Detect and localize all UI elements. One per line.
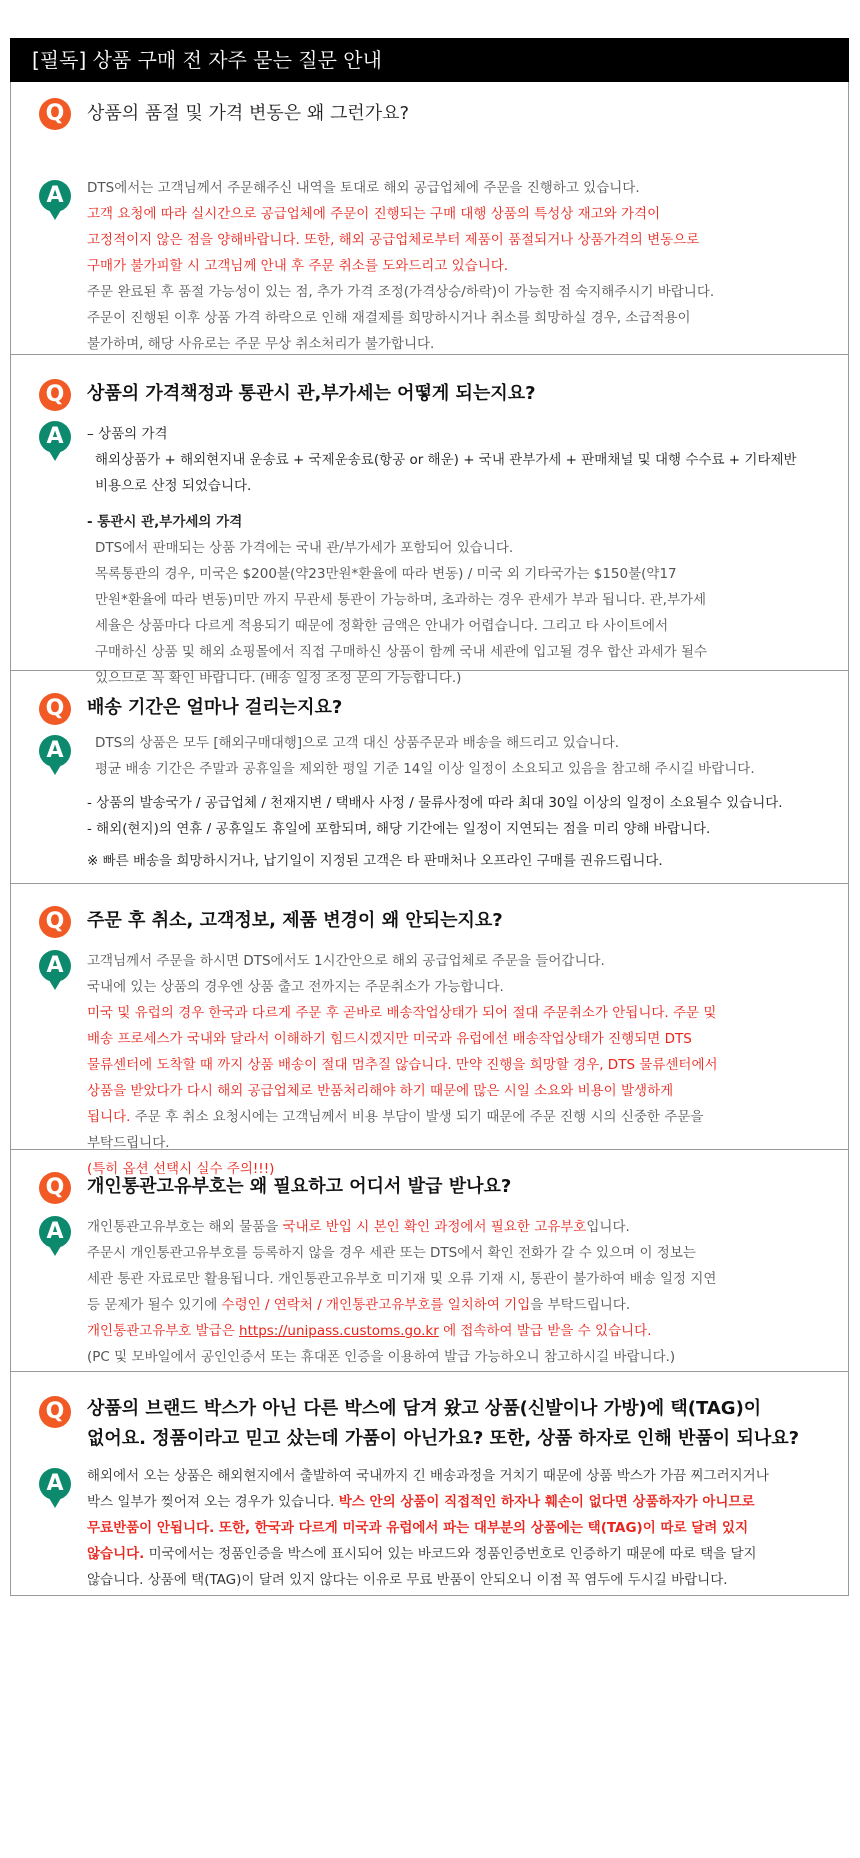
faq-item-cancel — [10, 884, 849, 1177]
answer-line: 주문 완료된 후 품절 가능성이 있는 점, 추가 가격 조정(가격상승/하락)이 가능한 점 숙지해주시기 바랍니다. — [87, 284, 715, 300]
answer-span: 개인통관고유부호는 해외 물품을 — [87, 1219, 283, 1235]
answer-line — [87, 1541, 826, 1567]
faq-page — [10, 38, 849, 1596]
question-icon: Q — [39, 693, 71, 725]
answer-line: 세율은 상품마다 다르게 적용되기 때문에 정확한 금액은 안내가 어렵습니다. 그리고 타 사이트에서 — [95, 618, 669, 634]
answer-line: 주문시 개인통관고유부호를 등록하지 않을 경우 세관 또는 DTS에서 확인 전화가 갈 수 있으며 이 정보는 — [87, 1245, 696, 1261]
answer-line: 평균 배송 기간은 주말과 공휴일을 제외한 평일 기준 14일 이상 일정이 소요되고 있음을 참고해 주시길 바랍니다. — [95, 761, 755, 777]
faq-item-price-tax — [10, 355, 849, 686]
answer-span: 미국에서는 정품인증을 박스에 표시되어 있는 바코드와 정품인증번호로 인증하기 때문에 따로 택을 달지 — [144, 1546, 757, 1562]
answer-span: 등 문제가 될수 있기에 — [87, 1297, 222, 1313]
question-text: 주문 후 취소, 고객정보, 제품 변경이 왜 안되는지요? — [87, 910, 503, 931]
question-text: 개인통관고유부호는 왜 필요하고 어디서 발급 받나요? — [87, 1176, 512, 1197]
question-icon: Q — [39, 98, 71, 130]
answer-line: 해외상품가 + 해외현지내 운송료 + 국제운송료(항공 or 해운) + 국내 관부가세 + 판매채널 및 대행 수수료 + 기타제반 — [95, 452, 797, 468]
faq-item-customs-code — [10, 1150, 849, 1372]
answer-line: DTS에서는 고객님께서 주문해주신 내역을 토대로 해외 공급업체에 주문을 진행하고 있습니다. — [87, 180, 640, 196]
faq-item-box-tag — [10, 1372, 849, 1596]
answer-highlight: 않습니다. — [87, 1546, 145, 1562]
answer-line — [87, 1489, 826, 1515]
question-text — [87, 1394, 826, 1454]
answer-span: 개인통관고유부호 발급은 — [87, 1323, 240, 1339]
question-text: 배송 기간은 얼마나 걸리는지요? — [87, 697, 343, 718]
answer-span: 에 접속하여 발급 받을 수 있습니다. — [438, 1323, 652, 1339]
answer-highlight: 수령인 / 연락처 / 개인통관고유부호를 일치하여 기입 — [221, 1297, 531, 1313]
answer-line: 만원*환율에 따라 변동)미만 까지 무관세 통관이 가능하며, 초과하는 경우 관세가 부과 됩니다. 관,부가세 — [95, 592, 707, 608]
answer-line — [87, 1292, 826, 1318]
tax-subtitle: - 통관시 관,부가세의 가격 — [87, 514, 243, 530]
answer-line: 세관 통관 자료로만 활용됩니다. 개인통관고유부호 미기재 및 오류 기재 시, 통관이 불가하여 배송 일정 지연 — [87, 1271, 717, 1287]
answer-bullet: - 상품의 발송국가 / 공급업체 / 천재지변 / 택배사 사정 / 물류사정에 따라 최대 30일 이상의 일정이 소요될수 있습니다. — [87, 795, 783, 811]
answer-line: 주문이 진행된 이후 상품 가격 하락으로 인해 재결제를 희망하시거나 취소를 희망하실 경우, 소급적용이 — [87, 310, 691, 326]
question-icon: Q — [39, 1172, 71, 1204]
answer-line: 구매하신 상품 및 해외 쇼핑몰에서 직접 구매하신 상품이 함께 국내 세관에 입고될 경우 합산 과세가 될수 — [95, 644, 708, 660]
answer-note: ※ 빠른 배송을 희망하시거나, 납기일이 지정된 고객은 타 판매처나 오프라인 구매를 권유드립니다. — [87, 853, 663, 869]
answer-line-highlight: 상품을 받았다가 다시 해외 공급업체로 반품처리해야 하기 때문에 많은 시일 소요와 비용이 발생하게 — [87, 1083, 674, 1099]
answer-line-highlight: 구매가 불가피할 시 고객님께 안내 후 주문 취소를 도와드리고 있습니다. — [87, 258, 509, 274]
faq-item-delivery — [10, 671, 849, 884]
answer-icon: A — [39, 950, 71, 982]
answer-bullet: - 해외(현지)의 연휴 / 공휴일도 휴일에 포함되며, 해당 기간에는 일정이 지연되는 점을 미리 양해 바랍니다. — [87, 821, 711, 837]
answer-icon: A — [39, 1216, 71, 1248]
answer-text — [87, 948, 826, 1182]
answer-line: 불가하며, 해당 사유로는 주문 무상 취소처리가 불가합니다. — [87, 336, 435, 352]
faq-item-stock-price — [10, 82, 849, 355]
answer-line: 않습니다. 상품에 택(TAG)이 달려 있지 않다는 이유로 무료 반품이 안되오니 이점 꼭 염두에 두시길 바랍니다. — [87, 1572, 728, 1588]
answer-text — [87, 1214, 826, 1370]
answer-line: 목록통관의 경우, 미국은 $200불(약23만원*환율에 따라 변동) / 미국 외 기타국가는 $150불(약17 — [95, 566, 677, 582]
answer-line: 비용으로 산정 되었습니다. — [95, 478, 252, 494]
question-line: 없어요. 정품이라고 믿고 샀는데 가품이 아닌가요? 또한, 상품 하자로 인해 반품이 되나요? — [87, 1428, 800, 1449]
answer-icon: A — [39, 1468, 71, 1500]
answer-line: 있으므로 꼭 확인 바랍니다. (배송 일정 조정 문의 가능합니다.) — [95, 670, 462, 686]
answer-line — [87, 1214, 826, 1240]
answer-line-highlight: 무료반품이 안됩니다. 또한, 한국과 다르게 미국과 유럽에서 파는 대부분의 상품에는 택(TAG)이 따로 달려 있지 — [87, 1520, 749, 1536]
answer-line: 국내에 있는 상품의 경우엔 상품 출고 전까지는 주문취소가 가능합니다. — [87, 979, 504, 995]
question-icon: Q — [39, 906, 71, 938]
answer-highlight: 됩니다. — [87, 1109, 131, 1125]
answer-icon: A — [39, 180, 71, 212]
answer-line: 고객님께서 주문을 하시면 DTS에서도 1시간안으로 해외 공급업체로 주문을 들어갑니다. — [87, 953, 605, 969]
answer-span: 박스 일부가 찢어져 오는 경우가 있습니다. — [87, 1494, 339, 1510]
answer-text — [87, 175, 826, 357]
answer-line — [87, 1104, 826, 1130]
answer-span: 주문 후 취소 요청시에는 고객님께서 비용 부담이 발생 되기 때문에 주문 진행 시의 신중한 주문을 — [130, 1109, 704, 1125]
answer-line-highlight: 고객 요청에 따라 실시간으로 공급업체에 주문이 진행되는 구매 대행 상품의 특성상 재고와 가격이 — [87, 206, 661, 222]
price-subtitle: – 상품의 가격 — [87, 426, 168, 442]
answer-icon: A — [39, 735, 71, 767]
answer-text — [87, 421, 826, 691]
page-title: [필독] 상품 구매 전 자주 묻는 질문 안내 — [10, 38, 849, 82]
question-text: 상품의 품절 및 가격 변동은 왜 그런가요? — [87, 103, 410, 124]
answer-line: 부탁드립니다. — [87, 1135, 170, 1151]
question-text: 상품의 가격책정과 통관시 관,부가세는 어떻게 되는지요? — [87, 383, 536, 404]
question-line: 상품의 브랜드 박스가 아닌 다른 박스에 담겨 왔고 상품(신발이나 가방)에 택(TAG)이 — [87, 1398, 762, 1419]
answer-line-highlight: 고정적이지 않은 점을 양해바랍니다. 또한, 해외 공급업체로부터 제품이 품절되거나 상품가격의 변동으로 — [87, 232, 700, 248]
answer-highlight: 국내로 반입 시 본인 확인 과정에서 필요한 고유부호 — [282, 1219, 587, 1235]
answer-span: 입니다. — [586, 1219, 630, 1235]
answer-line-highlight: 배송 프로세스가 국내와 달라서 이해하기 힘드시겠지만 미국과 유럽에선 배송작업상태가 진행되면 DTS — [87, 1031, 692, 1047]
question-icon: Q — [39, 1396, 71, 1428]
answer-line: (PC 및 모바일에서 공인인증서 또는 휴대폰 인증을 이용하여 발급 가능하오니 참고하시길 바랍니다.) — [87, 1349, 676, 1365]
answer-line: DTS에서 판매되는 상품 가격에는 국내 관/부가세가 포함되어 있습니다. — [95, 540, 514, 556]
question-icon: Q — [39, 379, 71, 411]
unipass-link[interactable]: https://unipass.customs.go.kr — [239, 1323, 439, 1339]
answer-line — [87, 1318, 826, 1344]
answer-line: 해외에서 오는 상품은 해외현지에서 출발하여 국내까지 긴 배송과정을 거치기 때문에 상품 박스가 가끔 찌그러지거나 — [87, 1468, 769, 1484]
warning-text: (특히 옵션 선택시 실수 주의!!!) — [87, 1161, 275, 1177]
answer-icon: A — [39, 421, 71, 453]
answer-line-highlight: 미국 및 유럽의 경우 한국과 다르게 주문 후 곧바로 배송작업상태가 되어 절대 주문취소가 안됩니다. 주문 및 — [87, 1005, 717, 1021]
answer-line: DTS의 상품은 모두 [해외구매대행]으로 고객 대신 상품주문과 배송을 해드리고 있습니다. — [95, 735, 620, 751]
answer-line-highlight: 물류센터에 도착할 때 까지 상품 배송이 절대 멈추질 않습니다. 만약 진행을 희망할 경우, DTS 물류센터에서 — [87, 1057, 718, 1073]
answer-span: 을 부탁드립니다. — [530, 1297, 631, 1313]
answer-text — [87, 1463, 826, 1593]
answer-text — [87, 730, 826, 874]
answer-highlight: 박스 안의 상품이 직접적인 하자나 훼손이 없다면 상품하자가 아니므로 — [338, 1494, 755, 1510]
